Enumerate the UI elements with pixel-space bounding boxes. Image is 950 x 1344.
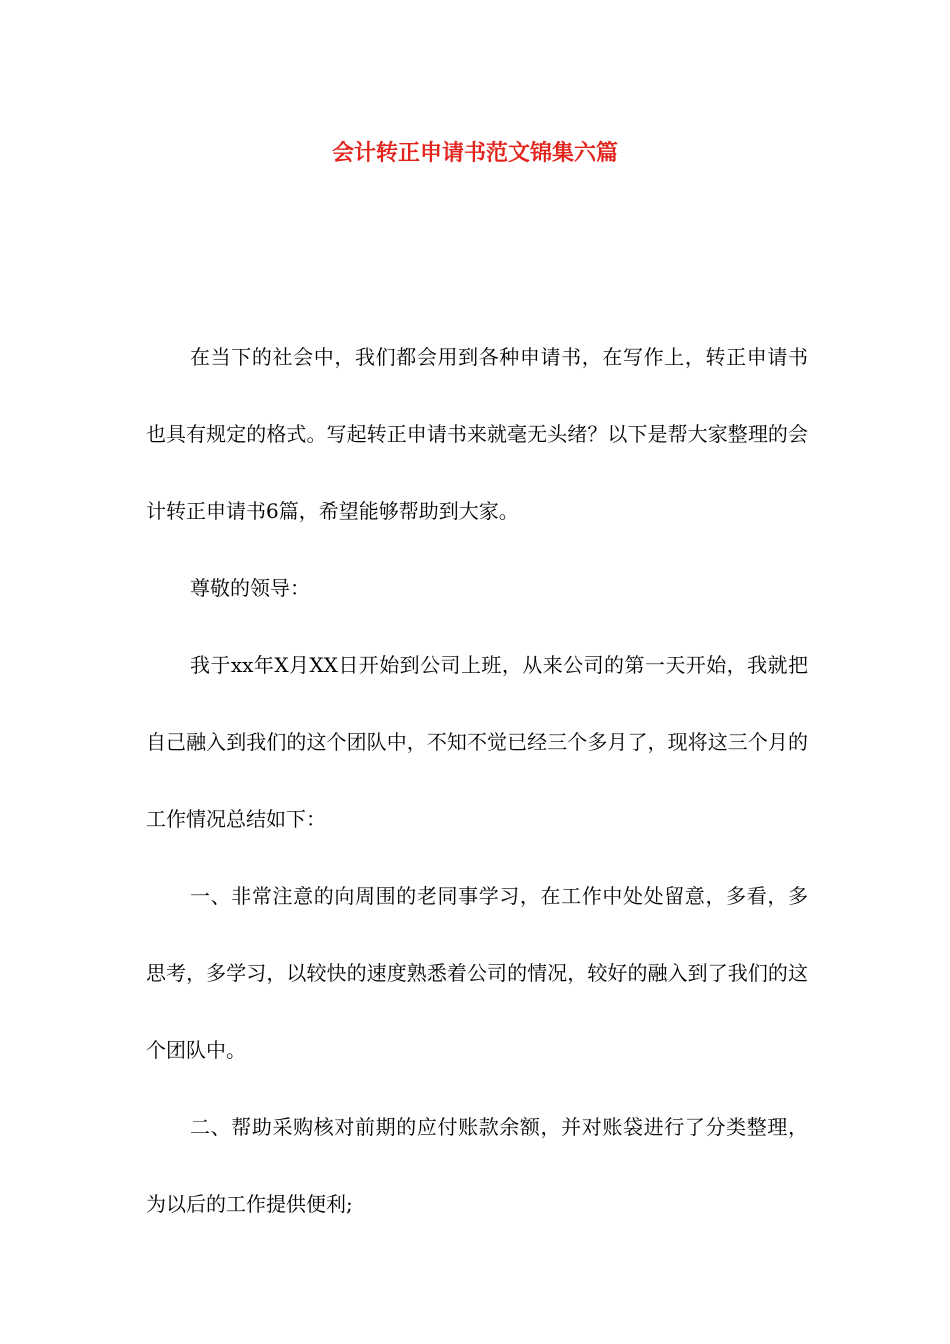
body-paragraph-start-date: 我于xx年X月XX日开始到公司上班，从来公司的第一天开始，我就把自己融入到我们的这个团队中，不知不觉已经三个多月了，现将这三个月的工作情况总结如下： [146, 653, 808, 831]
document-title: 会计转正申请书范文锦集六篇 [331, 140, 618, 166]
body-paragraph-item-1: 一、非常注意的向周围的老同事学习，在工作中处处留意，多看，多思考，多学习，以较快的速度熟悉着公司的情况，较好的融入到了我们的这个团队中。 [146, 884, 808, 1062]
body-paragraph-item-2: 二、帮助采购核对前期的应付账款余额，并对账袋进行了分类整理，为以后的工作提供便利; [146, 1115, 808, 1216]
intro-paragraph: 在当下的社会中，我们都会用到各种申请书，在写作上，转正申请书也具有规定的格式。写起转正申请书来就毫无头绪？以下是帮大家整理的会计转正申请书6篇，希望能够帮助到大家。 [146, 345, 808, 523]
salutation: 尊敬的领导： [190, 576, 310, 600]
document-body [146, 319, 808, 1243]
